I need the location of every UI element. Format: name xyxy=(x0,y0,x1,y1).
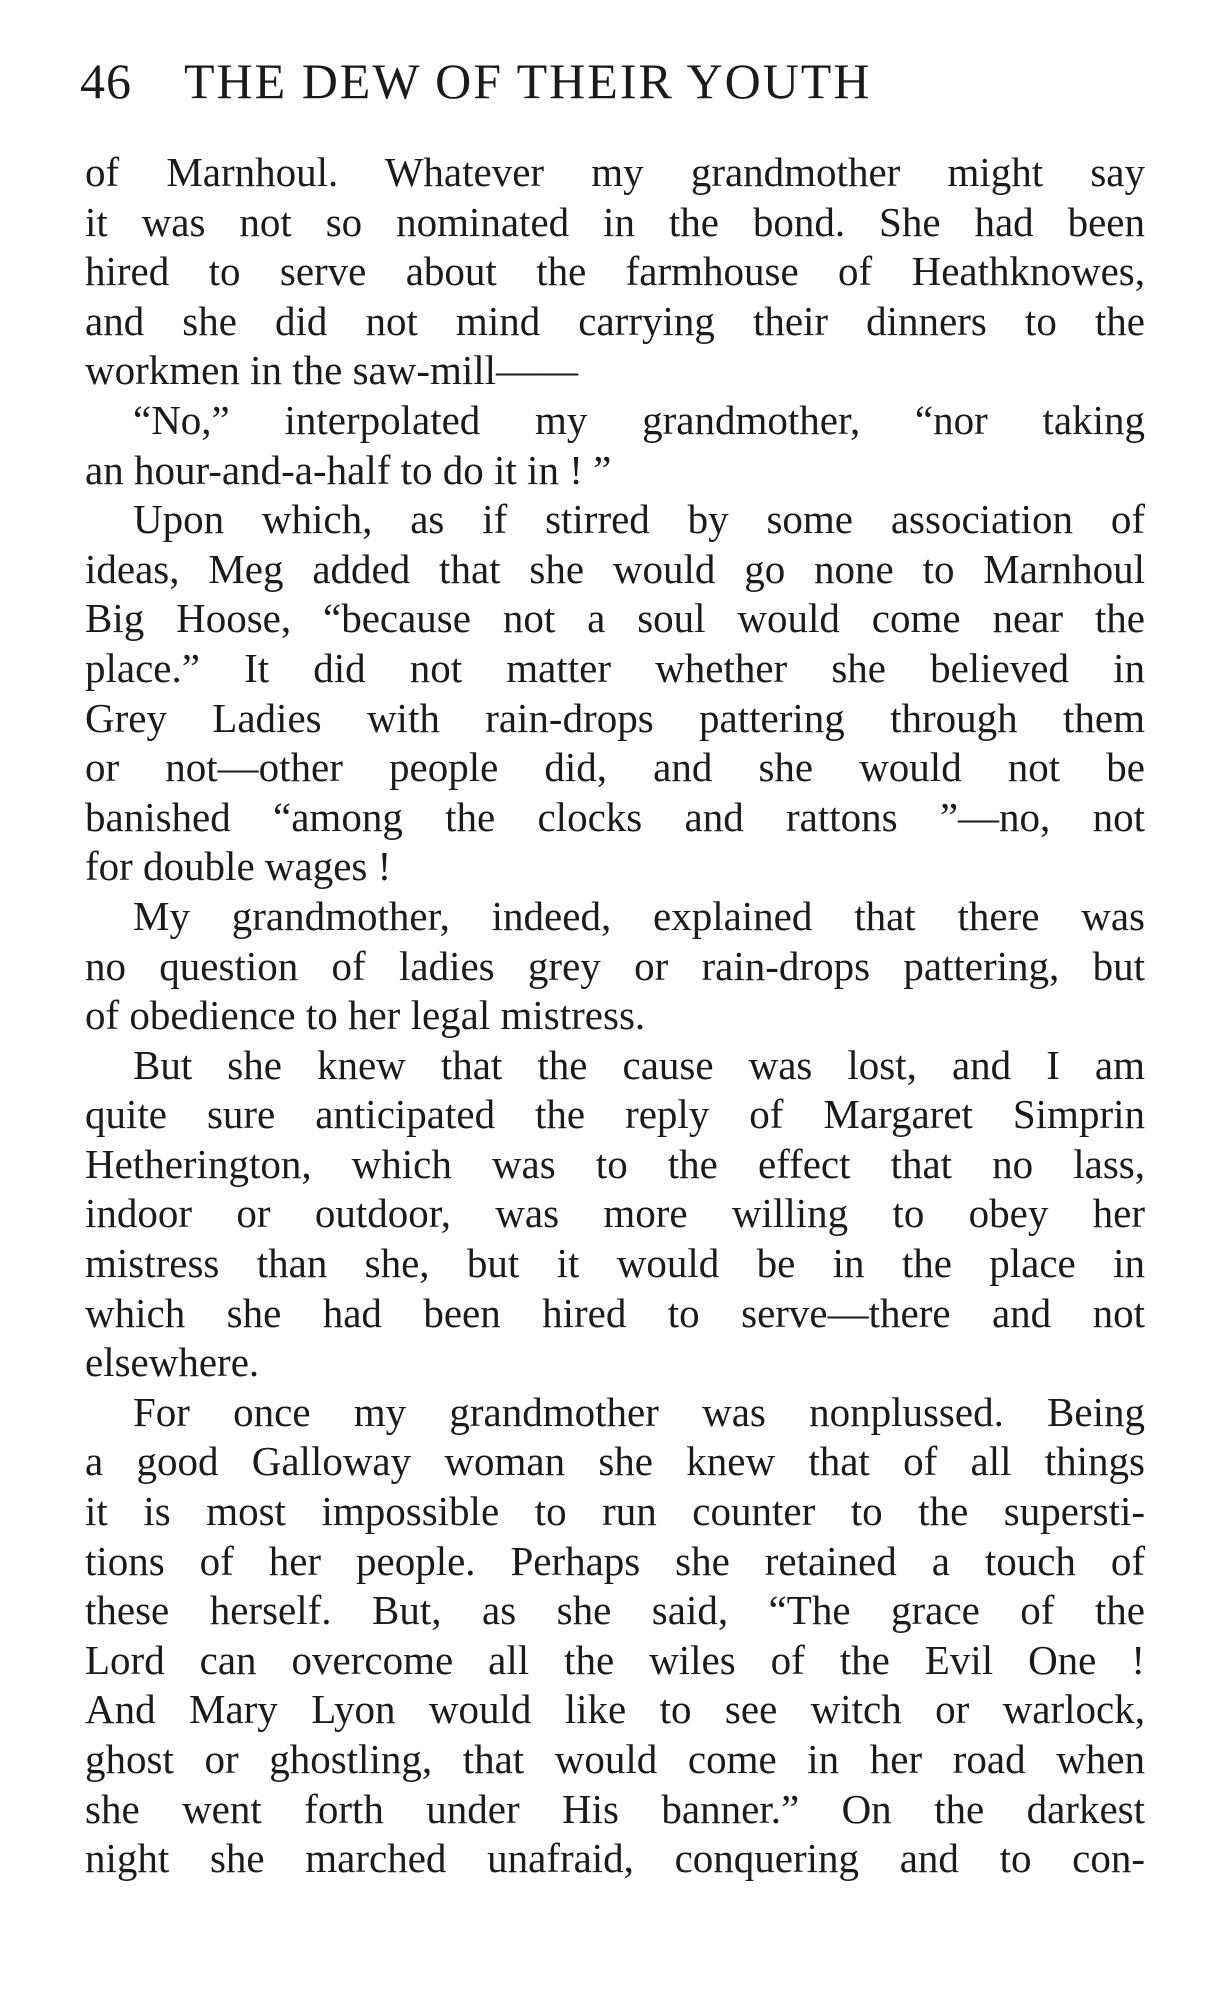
text-line: mistress than she, but it would be in the place in xyxy=(85,1240,1145,1287)
text-line: hired to serve about the farmhouse of Heathknowes, xyxy=(85,248,1145,295)
text-line: But she knew that the cause was lost, and I am xyxy=(133,1041,1145,1088)
body-text xyxy=(85,148,1145,1884)
text-line: night she marched unafraid, conquering and to con- xyxy=(85,1835,1145,1882)
text-line: these herself. But, as she said, “The grace of the xyxy=(85,1587,1145,1634)
page-number: 46 xyxy=(80,53,132,109)
text-line: or not—other people did, and she would not be xyxy=(85,744,1145,791)
text-line: place.” It did not matter whether she believed in xyxy=(85,644,1145,691)
text-line: ghost or ghostling, that would come in her road when xyxy=(85,1736,1145,1782)
text-line: it was not so nominated in the bond. She had been xyxy=(85,198,1145,245)
text-line: no question of ladies grey or rain-drops pattering, but xyxy=(85,942,1145,989)
text-line: a good Galloway woman she knew that of all things xyxy=(85,1438,1145,1485)
text-line: “No,” interpolated my grandmother, “nor taking xyxy=(133,396,1145,443)
text-line: workmen in the saw-mill—— xyxy=(85,347,579,394)
text-line: banished “among the clocks and rattons ”—no, not xyxy=(85,793,1145,840)
text-line: Upon which, as if stirred by some association of xyxy=(133,496,1145,543)
text-line: For once my grandmother was nonplussed. Being xyxy=(133,1388,1145,1435)
text-line: for double wages ! xyxy=(85,843,392,890)
text-line: of Marnhoul. Whatever my grandmother might say xyxy=(85,149,1145,195)
text-line: Big Hoose, “because not a soul would come near the xyxy=(85,595,1145,642)
text-line: ideas, Meg added that she would go none to Marnhoul xyxy=(85,545,1145,592)
text-line: which she had been hired to serve—there and not xyxy=(85,1289,1145,1336)
text-line: Hetherington, which was to the effect that no lass, xyxy=(85,1140,1145,1187)
text-line: tions of her people. Perhaps she retained a touch of xyxy=(85,1537,1145,1584)
text-line: Lord can overcome all the wiles of the Evil One ! xyxy=(85,1636,1145,1683)
page-header xyxy=(80,52,1150,116)
text-line: of obedience to her legal mistress. xyxy=(85,992,646,1039)
text-line: she went forth under His banner.” On the darkest xyxy=(85,1785,1145,1832)
text-line: elsewhere. xyxy=(85,1339,260,1386)
text-line: indoor or outdoor, was more willing to obey her xyxy=(85,1190,1145,1237)
text-line: and she did not mind carrying their dinners to the xyxy=(85,297,1145,344)
text-line: And Mary Lyon would like to see witch or warlock, xyxy=(85,1686,1145,1733)
text-line: an hour-and-a-half to do it in ! ” xyxy=(85,446,612,493)
text-line: Grey Ladies with rain-drops pattering through them xyxy=(85,694,1145,741)
text-line: My grandmother, indeed, explained that there was xyxy=(133,892,1145,939)
text-line: quite sure anticipated the reply of Margaret Simprin xyxy=(85,1091,1145,1138)
running-title: THE DEW OF THEIR YOUTH xyxy=(184,53,872,109)
text-line: it is most impossible to run counter to the supersti- xyxy=(85,1488,1145,1535)
